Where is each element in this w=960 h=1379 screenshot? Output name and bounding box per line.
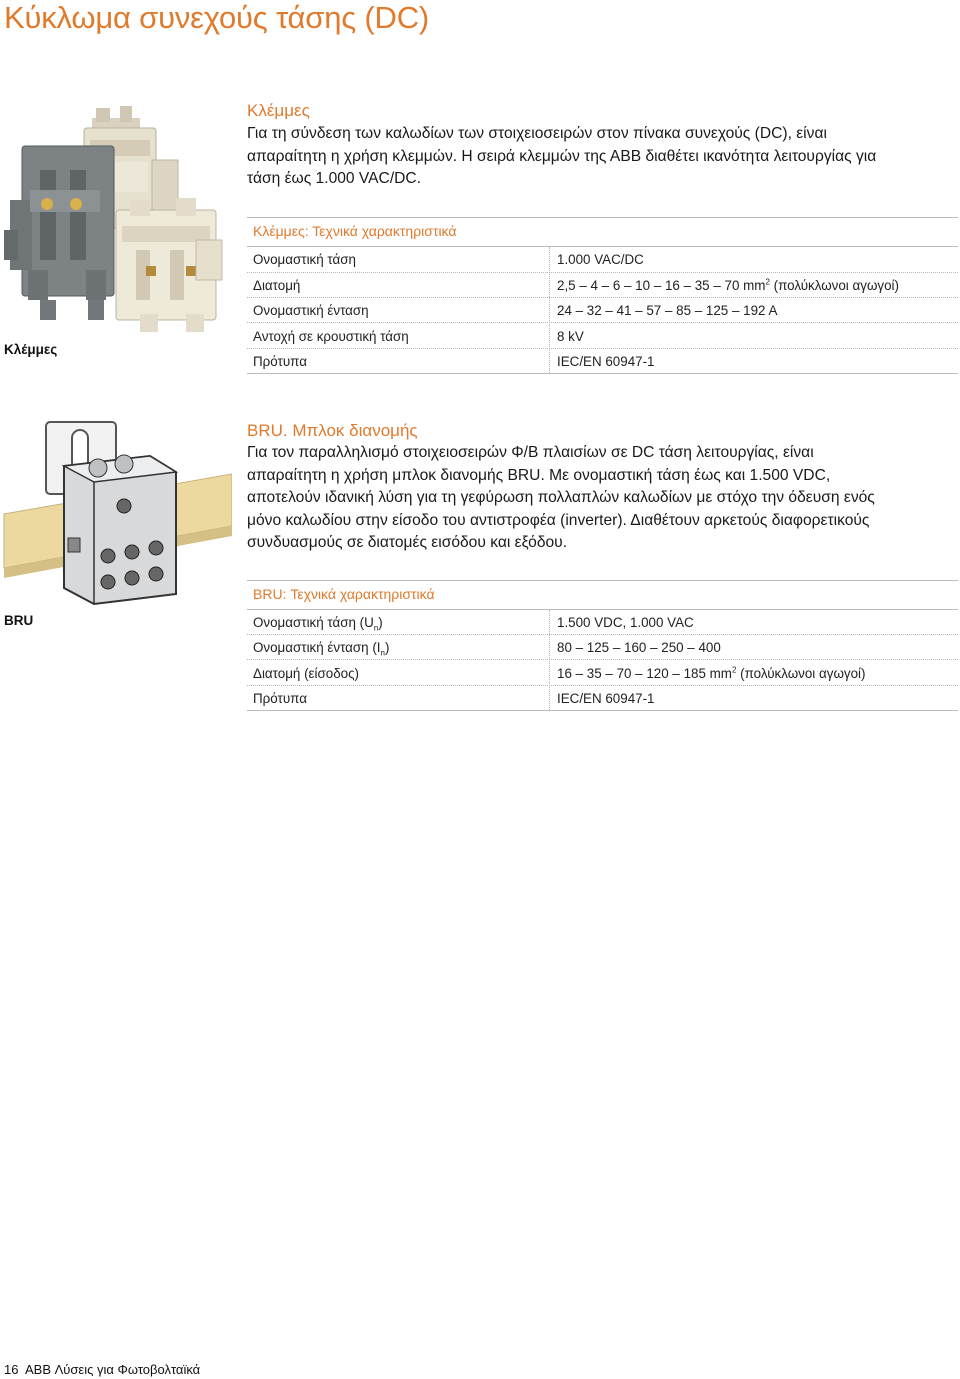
terminals-heading: Κλέμμες — [247, 101, 310, 120]
spec-value: IEC/EN 60947-1 — [557, 691, 655, 706]
spec-bottom-rule — [247, 373, 958, 374]
bru-spec-divider — [549, 610, 550, 710]
bru-heading: BRU. Μπλοκ διανομής — [247, 421, 418, 440]
terminals-spec-title: Κλέμμες: Τεχνικά χαρακτηριστικά — [253, 223, 457, 239]
description-line: Για τη σύνδεση των καλωδίων των στοιχειοσειρών στον πίνακα συνεχούς (DC), είναι — [247, 125, 827, 142]
spec-row-rule — [247, 685, 958, 686]
description-line: μόνο καλωδίου στην είσοδο του αντιστροφέα (inverter). Διαθέτουν αρκετούς διαφορετικούς — [247, 511, 870, 529]
bru-spec-header-rule — [247, 609, 958, 610]
description-line: απαραίτητη η χρήση κλεμμών. Η σειρά κλεμμών της ΑΒΒ διαθέτει ικανότητα λειτουργίας για — [247, 147, 877, 165]
spec-label: Πρότυπα — [253, 691, 307, 706]
terminals-spec-divider — [549, 247, 550, 373]
footer-text: ABB Λύσεις για Φωτοβολταϊκά — [24, 1362, 201, 1377]
terminals-image-label: Κλέμμες — [4, 342, 58, 357]
spec-value: IEC/EN 60947-1 — [557, 354, 655, 369]
spec-label: Ονομαστική ένταση — [253, 303, 369, 318]
terminal-blocks-image — [0, 100, 232, 340]
spec-row-rule — [247, 348, 958, 349]
spec-label: Αντοχή σε κρουστική τάση — [253, 329, 409, 344]
spec-row-rule — [247, 272, 958, 273]
spec-bottom-rule — [247, 710, 958, 711]
page-number: 16 — [4, 1362, 19, 1377]
spec-row-rule — [247, 322, 958, 323]
page-title: Κύκλωμα συνεχούς τάσης (DC) — [4, 0, 430, 35]
description-line: Για τον παραλληλισμό στοιχειοσειρών Φ/Β πλαισίων σε DC τάση λειτουργίας, είναι — [247, 444, 814, 461]
page-footer — [4, 1362, 200, 1377]
spec-row-rule — [247, 634, 958, 635]
bru-image-label: BRU — [4, 613, 34, 628]
spec-label: Ονομαστική τάση — [253, 252, 356, 267]
terminals-spec-top-rule — [247, 217, 958, 218]
bru-description — [247, 442, 959, 555]
bru-spec-title: BRU: Τεχνικά χαρακτηριστικά — [253, 586, 435, 602]
spec-value: 16 – 35 – 70 – 120 – 185 $mm^2$ (πολύκλωνοι αγωγοί) — [557, 665, 866, 681]
description-line: απαραίτητη η χρήση μπλοκ διανομής BRU. Με ονομαστική τάση έως και 1.500 VDC, — [247, 466, 831, 484]
spec-value: 2,5 – 4 – 6 – 10 – 16 – 35 – 70 $mm^2$ (πολύκλωνοι αγωγοί) — [557, 277, 899, 293]
description-line: συνδυασμούς σε διατομές εισόδου και εξόδου. — [247, 534, 568, 552]
spec-value: 80 – 125 – 160 – 250 – 400 — [557, 640, 721, 655]
description-line: τάση έως 1.000 VAC/DC. — [247, 170, 422, 188]
spec-value: 8 kV — [557, 329, 584, 344]
terminals-spec-header-rule — [247, 246, 958, 247]
spec-row-rule — [247, 297, 958, 298]
spec-label: Διατομή (είσοδος) — [253, 666, 360, 681]
spec-row-rule — [247, 659, 958, 660]
terminals-description — [247, 123, 959, 191]
description-line: αποτελούν ιδανική λύση για τη γεφύρωση πολλαπλών καλωδίων με στόχο την όδευση ενός — [247, 489, 875, 507]
spec-value: 1.500 VDC, 1.000 VAC — [557, 615, 694, 630]
spec-label: Διατομή — [253, 278, 301, 293]
spec-label: Ονομαστική ένταση $(I_n)$ — [253, 640, 390, 658]
spec-value: 1.000 VAC/DC — [557, 252, 644, 267]
bru-distribution-block-image — [0, 418, 232, 610]
spec-label: Ονομαστική τάση $(U_n)$ — [253, 615, 383, 633]
spec-label: Πρότυπα — [253, 354, 307, 369]
spec-value: 24 – 32 – 41 – 57 – 85 – 125 – 192 A — [557, 303, 778, 318]
bru-spec-top-rule — [247, 580, 958, 581]
